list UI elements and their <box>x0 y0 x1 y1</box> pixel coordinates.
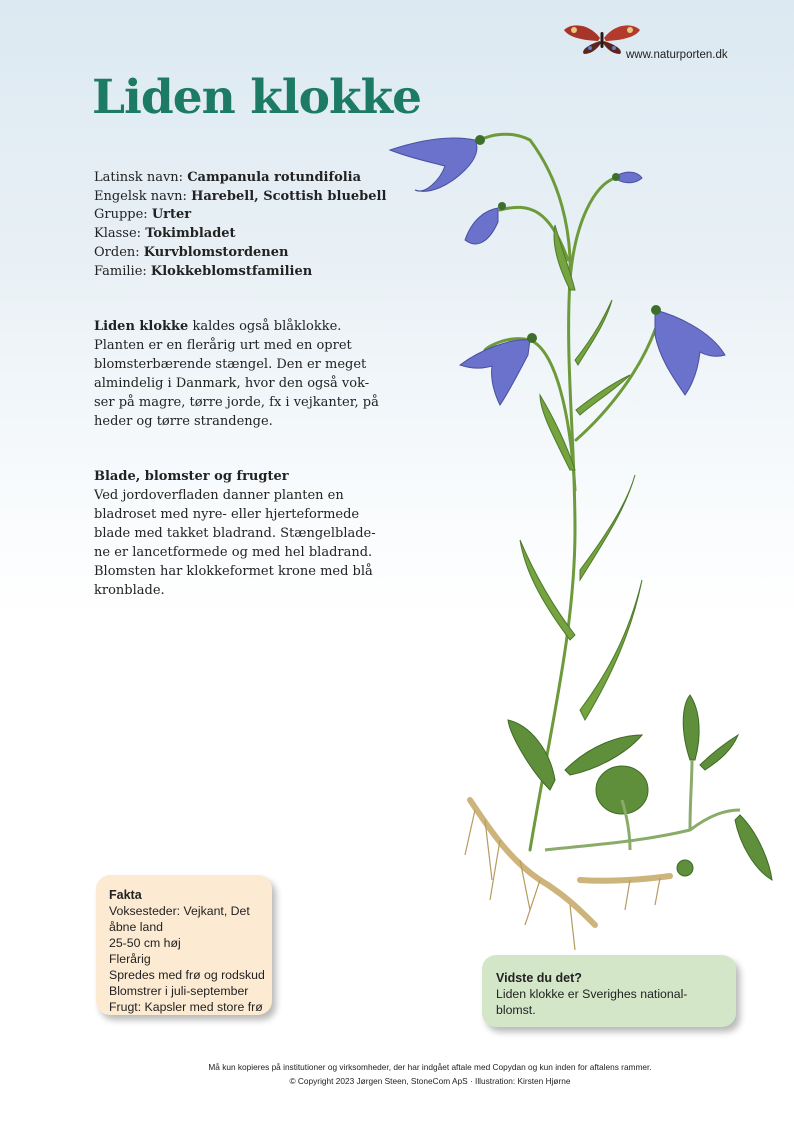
section-line: ne er lancetformede og med hel bladrand. <box>94 545 373 560</box>
taxonomy-label: Familie: <box>94 263 147 279</box>
intro-line: kaldes også blåklokke. <box>188 319 342 334</box>
taxonomy-label: Gruppe: <box>94 207 148 223</box>
taxonomy-label: Engelsk navn: <box>94 188 187 204</box>
taxonomy-value: Tokimbladet <box>145 226 236 242</box>
footer-copyright: © Copyright 2023 Jørgen Steen, StoneCom ApS · Illustration: Kirsten Hjørne <box>289 1075 571 1086</box>
taxonomy-row <box>94 263 394 282</box>
fakta-line: åbne land <box>109 920 164 934</box>
fakta-line: Blomstrer i juli-september <box>109 984 249 998</box>
fakta-line: Spredes med frø og rodskud <box>109 968 265 982</box>
did-you-know-box <box>482 955 736 1027</box>
copyright-footer <box>160 1061 700 1088</box>
intro-line: blomsterbærende stængel. Den er meget <box>94 357 367 372</box>
taxonomy-row <box>94 225 394 244</box>
fakta-line: 25-50 cm høj <box>109 936 181 950</box>
intro-line: almindelig i Danmark, hvor den også vok- <box>94 376 370 391</box>
section-line: Ved jordoverfladen danner planten en <box>94 488 344 503</box>
intro-bold-term: Liden klokke <box>94 319 189 334</box>
section-line: kronblade. <box>94 583 165 598</box>
taxonomy-value: Urter <box>151 207 192 223</box>
taxonomy-row <box>94 188 394 207</box>
taxonomy-value: Klokkeblomstfamilien <box>150 263 313 279</box>
taxonomy-value: Harebell, Scottish bluebell <box>191 188 387 204</box>
section-line: bladroset med nyre- eller hjerteformede <box>94 507 360 522</box>
page-title: Liden klokke <box>92 70 422 125</box>
did-you-know-line: blomst. <box>496 1003 536 1017</box>
taxonomy-label: Orden: <box>94 244 140 260</box>
taxonomy-row <box>94 206 394 225</box>
taxonomy-value: Campanula rotundifolia <box>187 170 362 185</box>
harebell-illustration <box>380 110 780 960</box>
taxonomy-label: Klasse: <box>94 226 142 242</box>
intro-paragraph <box>94 317 384 431</box>
intro-line: heder og tørre strandenge. <box>94 414 273 429</box>
section-line: Blomsten har klokkeformet krone med blå <box>94 564 373 579</box>
website-url: www.naturporten.dk <box>626 49 728 61</box>
fakta-line: Flerårig <box>109 952 151 966</box>
taxonomy-row <box>94 169 394 188</box>
fakta-heading: Fakta <box>109 888 142 902</box>
footer-license: Må kun kopieres på institutioner og virksomheder, der har indgået aftale med Copydan og kun inden for aftalens rammer. <box>208 1062 652 1072</box>
did-you-know-heading: Vidste du det? <box>496 971 582 985</box>
section-line: blade med takket bladrand. Stængelblade- <box>94 526 376 541</box>
taxonomy-list <box>94 169 394 281</box>
leaves-flowers-section <box>94 467 384 600</box>
taxonomy-row <box>94 244 394 263</box>
section-heading: Blade, blomster og frugter <box>94 469 289 484</box>
intro-line: Planten er en flerårig urt med en opret <box>94 338 352 353</box>
taxonomy-value: Kurvblomstordenen <box>143 244 289 260</box>
taxonomy-label: Latinsk navn: <box>94 170 184 185</box>
fakta-line: Frugt: Kapsler med store frø <box>109 1000 263 1014</box>
fakta-line: Voksesteder: Vejkant, Det <box>109 904 250 918</box>
fakta-box <box>96 875 272 1015</box>
did-you-know-line: Liden klokke er Sverighes national- <box>496 987 688 1001</box>
intro-line: ser på magre, tørre jorde, fx i vejkanter, på <box>94 395 379 410</box>
